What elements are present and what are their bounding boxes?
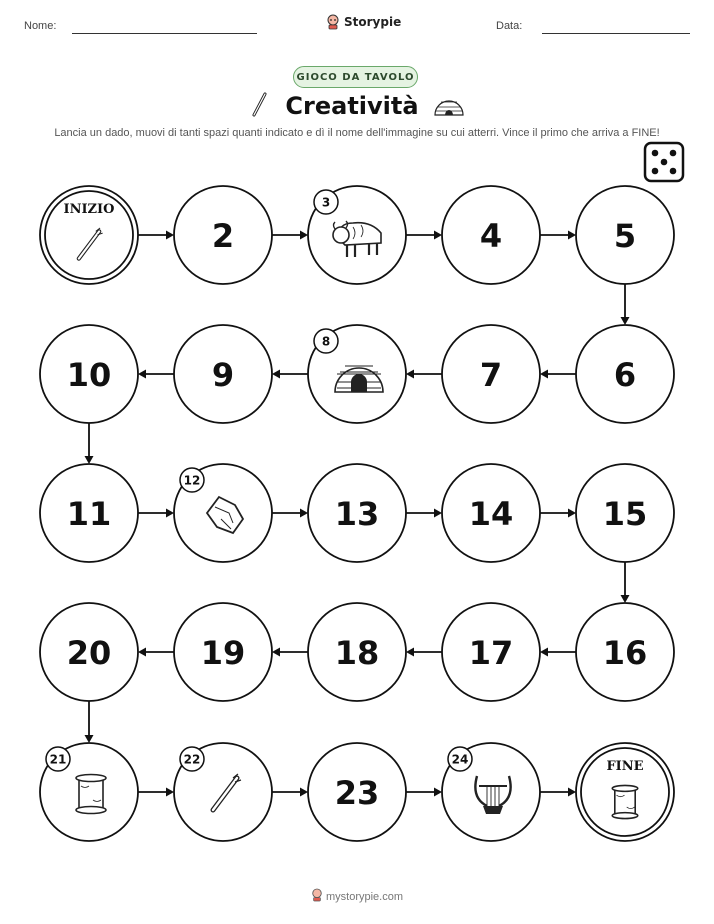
space-number: 6: [613, 356, 637, 394]
space-number: 12: [183, 473, 201, 488]
space-number: 17: [468, 634, 514, 672]
space-number: 5: [613, 217, 637, 255]
path-arrow: [621, 562, 630, 603]
board-space-4: [442, 186, 540, 284]
storypie-mascot-icon: [311, 888, 323, 902]
space-number: 18: [334, 634, 380, 672]
space-number: 16: [602, 634, 648, 672]
board-space-15: [576, 464, 674, 562]
scroll-icon: [76, 775, 106, 814]
path-arrow: [138, 370, 174, 379]
board-space-8: [308, 325, 406, 423]
board-space-22: [174, 743, 272, 841]
path-arrow: [406, 370, 442, 379]
path-arrow: [85, 701, 94, 743]
board-space-6: [576, 325, 674, 423]
board-space-16: [576, 603, 674, 701]
space-number: 15: [602, 495, 648, 533]
space-number: 14: [468, 495, 514, 533]
space-number: 24: [451, 752, 469, 767]
date-label: Data:: [496, 20, 523, 32]
path-arrow: [406, 509, 442, 518]
board-space-13: [308, 464, 406, 562]
space-number: 2: [211, 217, 235, 255]
space-label: FINE: [606, 759, 644, 774]
space-number: 22: [183, 752, 201, 767]
board-space-1: [40, 186, 138, 284]
path-arrow: [138, 509, 174, 518]
path-arrow: [272, 370, 308, 379]
path-arrow: [272, 788, 308, 797]
board-space-20: [40, 603, 138, 701]
dice-icon: [645, 143, 683, 181]
path-arrow: [272, 648, 308, 657]
space-number: 4: [479, 217, 503, 255]
board-space-23: [308, 743, 406, 841]
path-arrow: [406, 788, 442, 797]
board-space-12: [174, 464, 272, 562]
space-number: 8: [321, 334, 331, 349]
path-arrow: [540, 648, 576, 657]
board-space-3: [308, 186, 406, 284]
board-space-21: [40, 743, 138, 841]
footer: [0, 888, 714, 903]
space-number: 10: [66, 356, 112, 394]
path-arrow: [138, 648, 174, 657]
board-space-11: [40, 464, 138, 562]
board-space-2: [174, 186, 272, 284]
path-arrow: [138, 788, 174, 797]
path-arrow: [272, 231, 308, 240]
space-number: 9: [211, 356, 235, 394]
space-number: 11: [66, 495, 112, 533]
board-space-7: [442, 325, 540, 423]
board-space-14: [442, 464, 540, 562]
board-space-18: [308, 603, 406, 701]
path-arrow: [85, 423, 94, 464]
path-arrow: [540, 370, 576, 379]
path-arrow: [540, 509, 576, 518]
space-number: 3: [321, 195, 331, 210]
path-arrow: [406, 231, 442, 240]
path-arrow: [540, 788, 576, 797]
path-arrow: [540, 231, 576, 240]
board-space-24: [442, 743, 540, 841]
path-arrow: [621, 284, 630, 325]
board-space-9: [174, 325, 272, 423]
board-space-5: [576, 186, 674, 284]
space-number: 19: [200, 634, 246, 672]
board-space-10: [40, 325, 138, 423]
title-text: Creatività: [285, 92, 419, 120]
scroll-icon: [612, 785, 638, 818]
space-number: 21: [49, 752, 67, 767]
path-arrow: [272, 509, 308, 518]
path-arrow: [138, 231, 174, 240]
board-space-17: [442, 603, 540, 701]
space-number: 23: [334, 774, 380, 812]
board-space-25: [576, 743, 674, 841]
instructions: Lancia un dado, muovi di tanti spazi quanti indicato e dì il nome dell'immagine su cui atterri. Vince il primo che arriva a FINE!: [54, 127, 660, 139]
space-number: 7: [479, 356, 503, 394]
space-number: 13: [334, 495, 380, 533]
space-label: INIZIO: [63, 202, 115, 217]
footer-url: mystorypie.com: [325, 891, 404, 903]
space-number: 20: [66, 634, 112, 672]
path-arrow: [406, 648, 442, 657]
board-space-19: [174, 603, 272, 701]
brand-name: Storypie: [344, 15, 402, 29]
game-type-badge: GIOCO DA TAVOLO: [293, 66, 418, 88]
name-label: Nome:: [24, 20, 57, 32]
